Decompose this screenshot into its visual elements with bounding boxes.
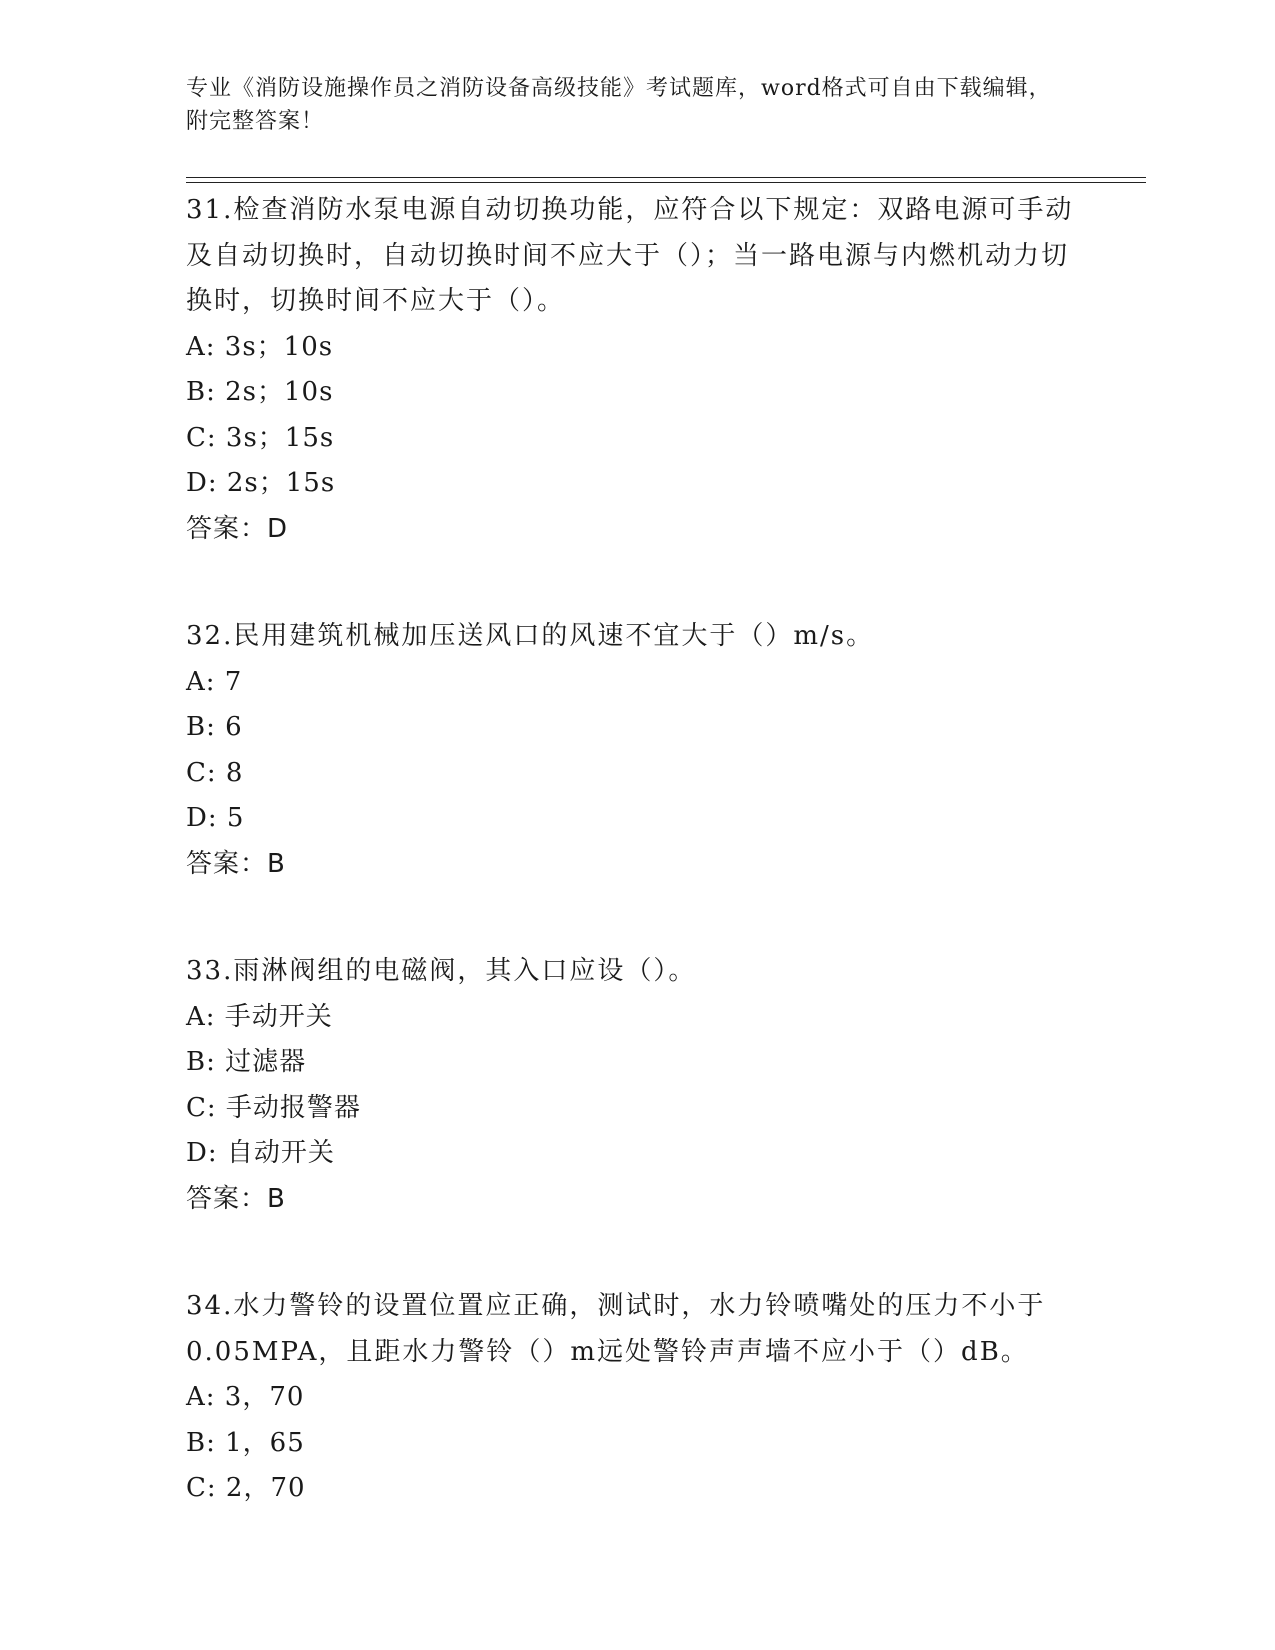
option-b: B: 2s；10s xyxy=(186,377,334,407)
header-divider-bottom xyxy=(186,182,1146,183)
answer-label: 答案：B xyxy=(186,848,286,879)
option-b: B: 1，65 xyxy=(186,1427,305,1458)
option-list xyxy=(186,1375,1086,1512)
option-c: C: 8 xyxy=(186,757,244,788)
question-stem: 32.民用建筑机械加压送风口的风速不宜大于（）m/s。 xyxy=(186,621,875,651)
option-c: C: 2，70 xyxy=(186,1473,306,1503)
question-33 xyxy=(186,949,1086,1222)
option-d: D: 5 xyxy=(186,803,245,833)
option-d: D: 2s；15s xyxy=(186,468,336,498)
option-b: B: 过滤器 xyxy=(186,1047,307,1077)
question-stem: 34.水力警铃的设置位置应正确，测试时，水力铃喷嘴处的压力不小于0.05MPA，且距水力警铃（）m远处警铃声声墙不应小于（）dB。 xyxy=(186,1291,1046,1367)
question-list xyxy=(186,188,1086,1574)
answer-label: 答案：B xyxy=(186,1183,286,1214)
answer-label: 答案：D xyxy=(186,513,289,544)
option-a: A: 7 xyxy=(186,666,243,697)
option-a: A: 3s；10s xyxy=(186,331,334,362)
option-list xyxy=(186,325,1086,507)
option-c: C: 3s；15s xyxy=(186,422,335,453)
option-b: B: 6 xyxy=(186,712,243,742)
question-34 xyxy=(186,1284,1086,1512)
question-stem: 31.检查消防水泵电源自动切换功能，应符合以下规定：双路电源可手动及自动切换时，自动切换时间不应大于（）；当一路电源与内燃机动力切换时，切换时间不应大于（）。 xyxy=(186,195,1074,316)
option-c: C: 手动报警器 xyxy=(186,1092,361,1123)
question-31 xyxy=(186,188,1086,552)
document-header xyxy=(186,72,1066,138)
option-list xyxy=(186,660,1086,842)
header-divider-top xyxy=(186,177,1146,178)
question-stem: 33.雨淋阀组的电磁阀，其入口应设（）。 xyxy=(186,956,697,986)
option-a: A: 手动开关 xyxy=(186,1001,333,1032)
question-32 xyxy=(186,614,1086,887)
option-a: A: 3，70 xyxy=(186,1382,305,1412)
option-d: D: 自动开关 xyxy=(186,1138,335,1168)
header-text: 专业《消防设施操作员之消防设备高级技能》考试题库，word格式可自由下载编辑，附完整答案！ xyxy=(186,76,1052,134)
option-list xyxy=(186,995,1086,1177)
